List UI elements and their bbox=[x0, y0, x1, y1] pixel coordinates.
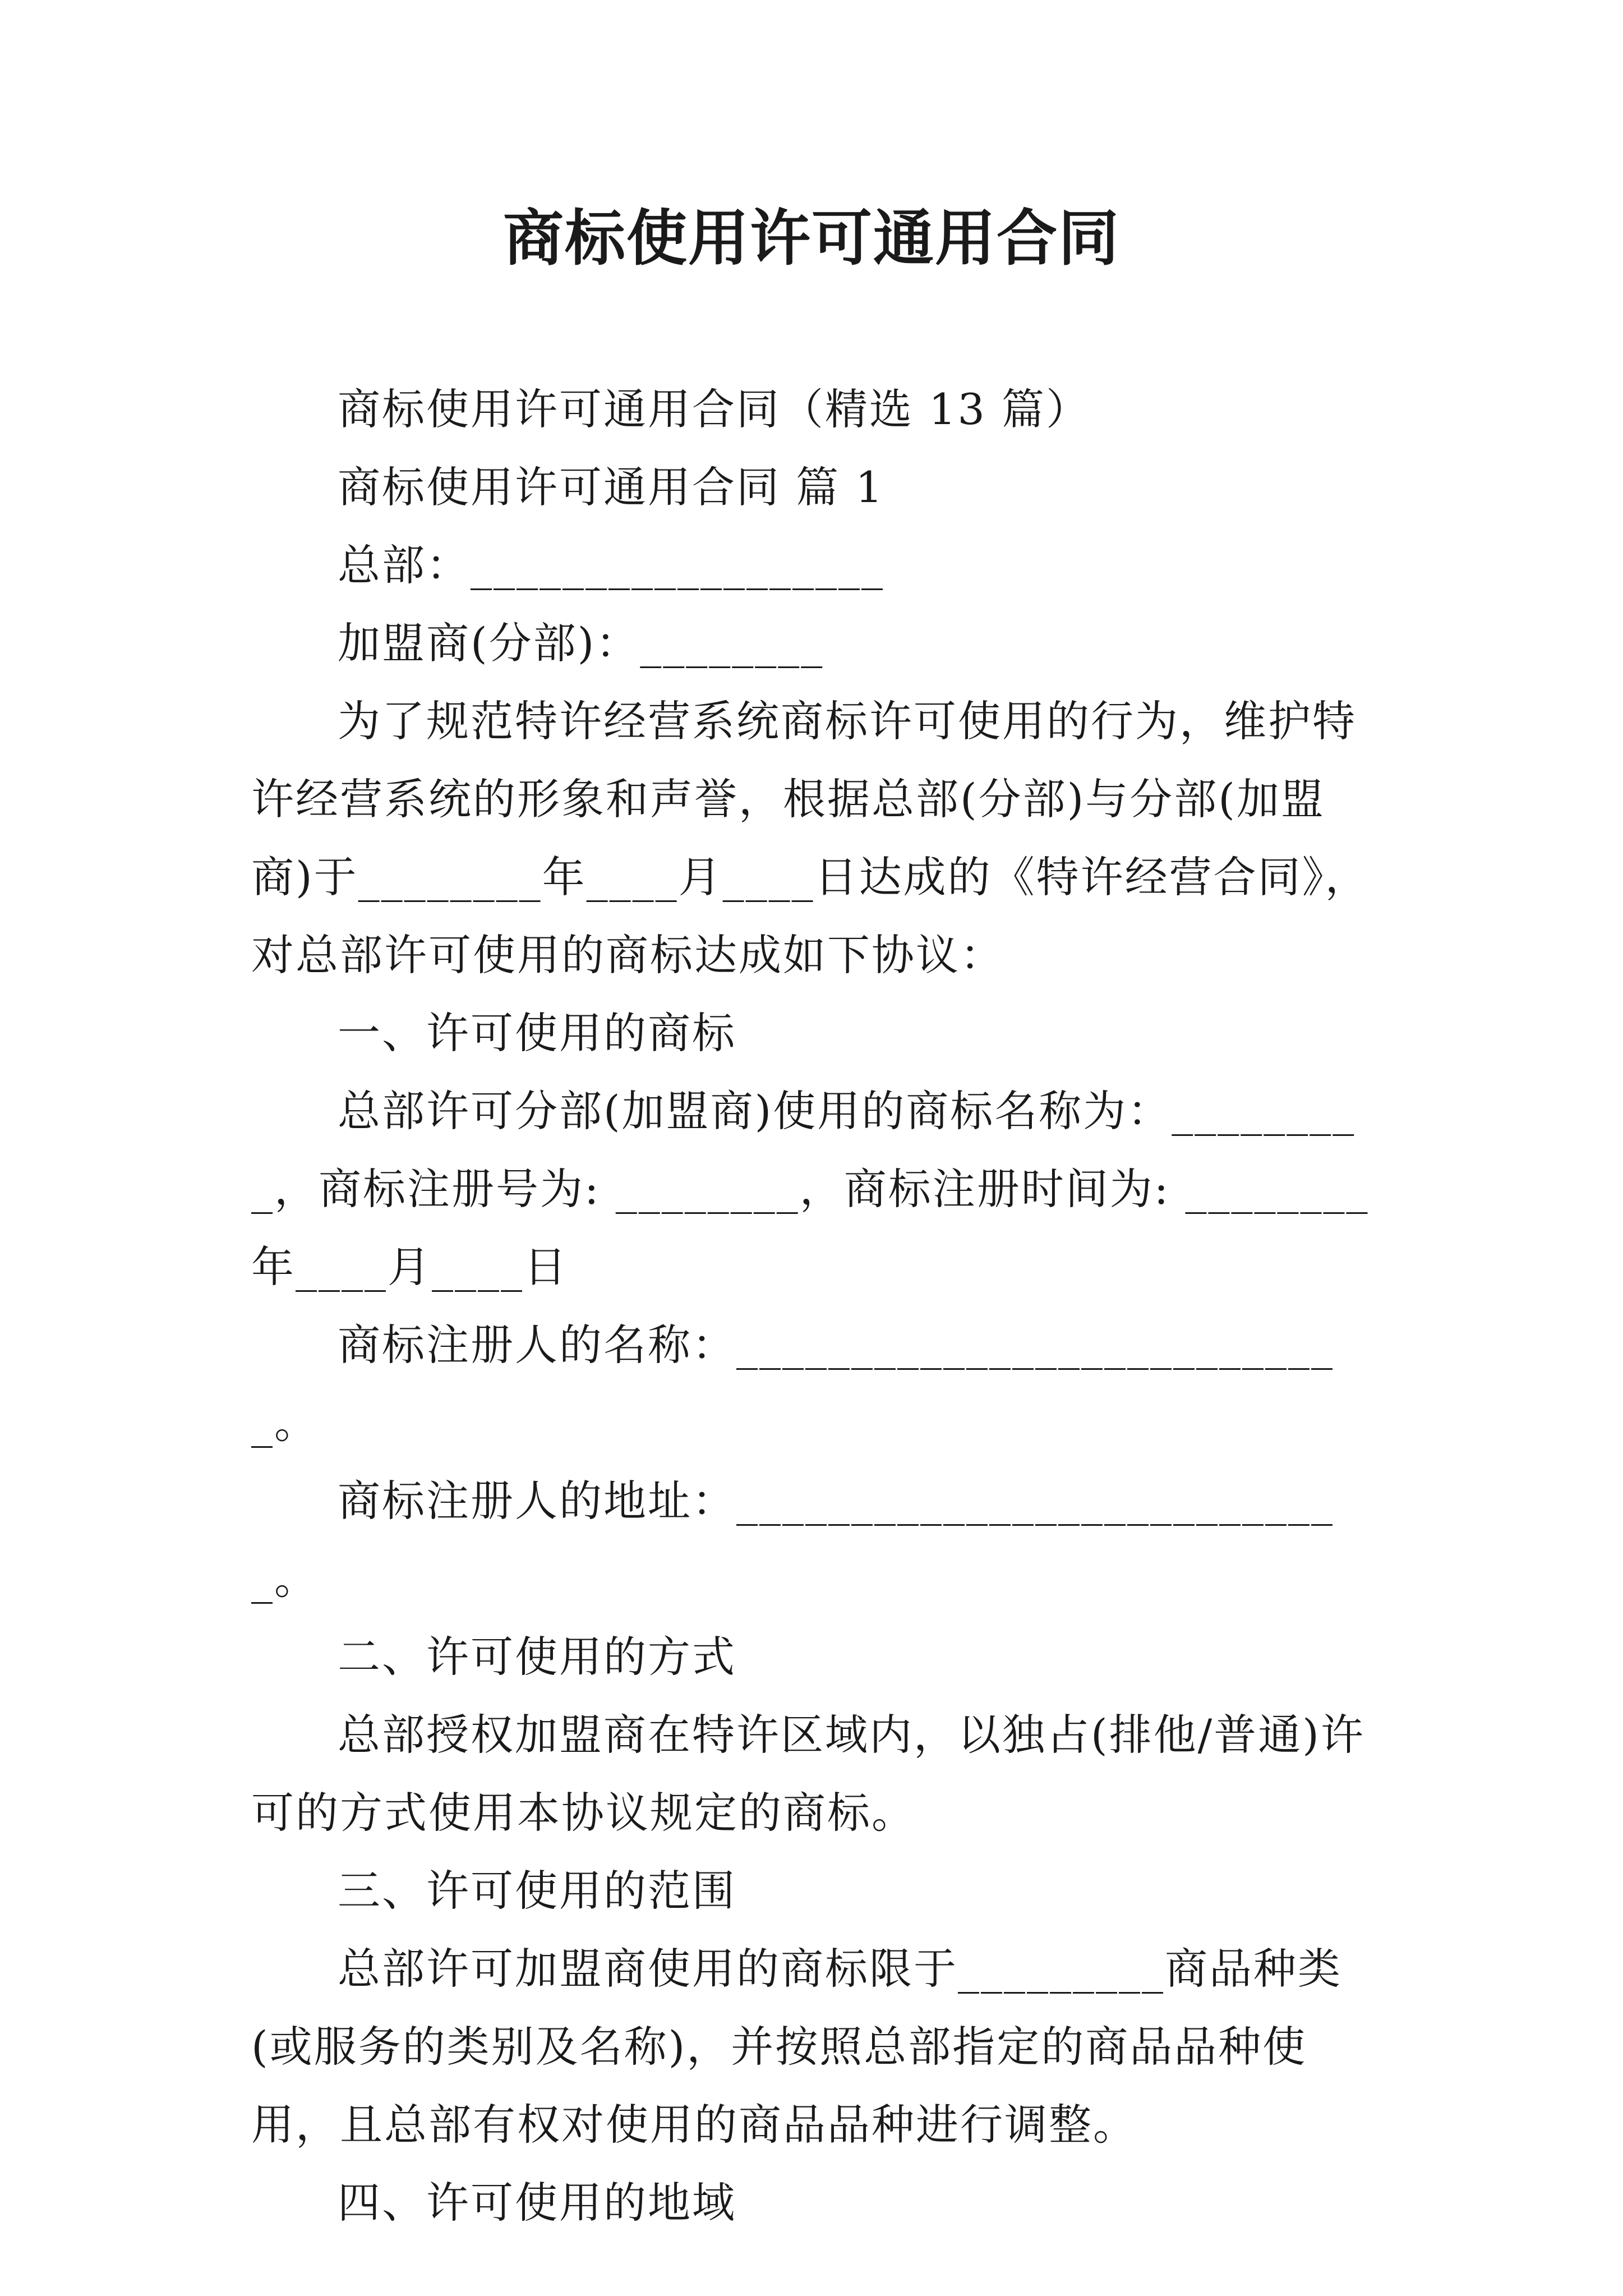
paragraph-registrant-name: 商标注册人的名称：___________________________。 bbox=[251, 1320, 1334, 1448]
paragraph-franchisee: 加盟商(分部)：________ bbox=[338, 618, 824, 668]
paragraph-subtitle: 商标使用许可通用合同（精选 13 篇） bbox=[338, 384, 1091, 434]
document-title: 商标使用许可通用合同 bbox=[502, 203, 1120, 274]
section-heading-1: 一、许可使用的商标 bbox=[338, 1008, 736, 1058]
paragraph-part-heading: 商标使用许可通用合同 篇 1 bbox=[338, 462, 884, 512]
paragraph-preamble: 为了规范特许经营系统商标许可使用的行为，维护特许经营系统的形象和声誉，根据总部(分部)与分部(加盟商)于________年____月____日达成的《特许经营合同》，对总部许可使用的商标达成如下协议： bbox=[251, 696, 1370, 980]
document-body bbox=[251, 370, 1378, 2242]
paragraph-headquarters: 总部：__________________ bbox=[338, 540, 884, 590]
paragraph-trademark-info: 总部许可分部(加盟商)使用的商标名称为：_________，商标注册号为: ________，商标注册时间为: ________年____月____日 bbox=[251, 1086, 1370, 1292]
section-heading-2: 二、许可使用的方式 bbox=[338, 1632, 736, 1682]
paragraph-license-scope: 总部许可加盟商使用的商标限于_________商品种类(或服务的类别及名称)，并按照总部指定的商品品种使用，且总部有权对使用的商品品种进行调整。 bbox=[251, 1944, 1342, 2150]
section-heading-4: 四、许可使用的地域 bbox=[338, 2178, 736, 2228]
paragraph-license-method: 总部授权加盟商在特许区域内，以独占(排他/普通)许可的方式使用本协议规定的商标。 bbox=[251, 1710, 1365, 1838]
section-heading-3: 三、许可使用的范围 bbox=[338, 1866, 736, 1916]
paragraph-registrant-address: 商标注册人的地址：___________________________。 bbox=[251, 1476, 1334, 1604]
